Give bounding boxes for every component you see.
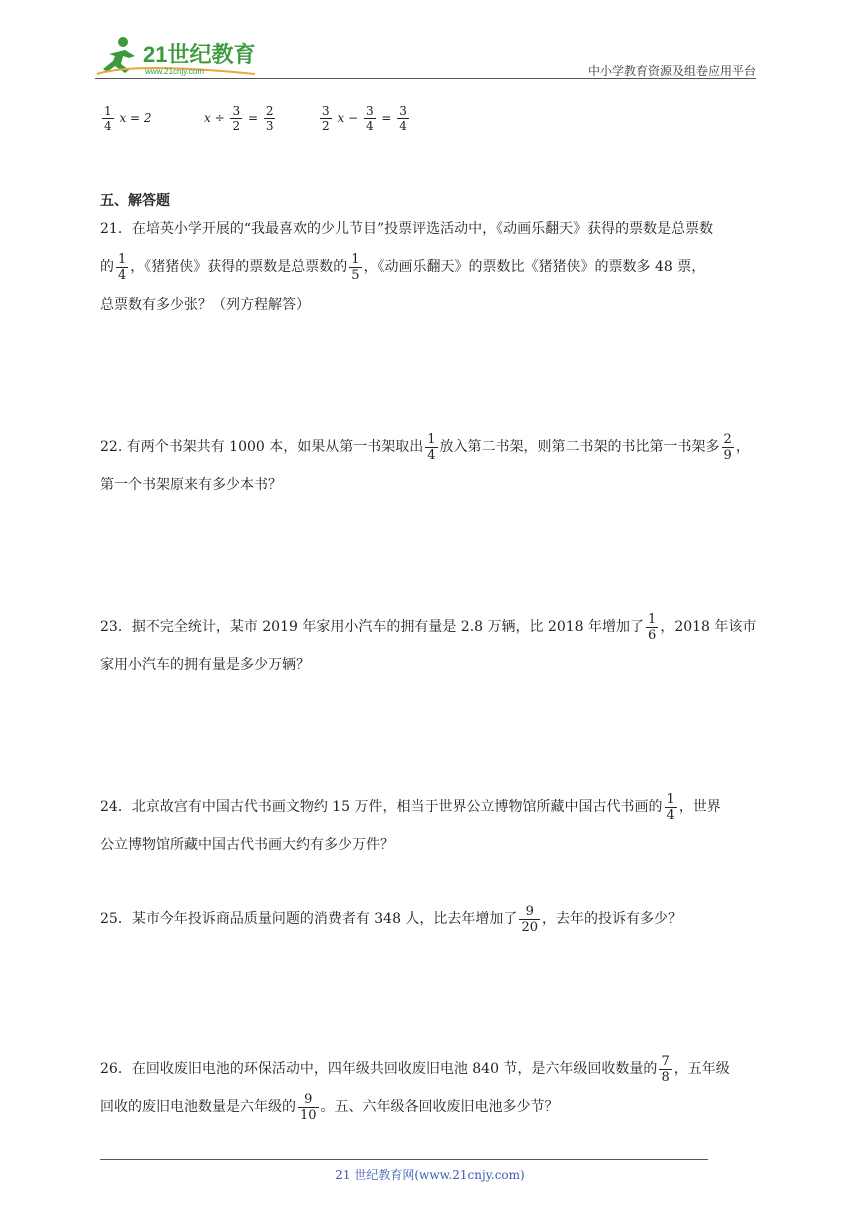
equation-text: x ÷	[204, 111, 225, 125]
question-line: 23．据不完全统计，某市 2019 年家用小汽车的拥有量是 2.8 万辆，比 2018 年增加了 $\frac{1}{6}$ ，2018 年该市	[100, 611, 757, 643]
equation-3	[318, 104, 411, 133]
logo-runner-icon	[95, 34, 260, 78]
logo-text: 21世纪教育	[143, 42, 256, 67]
fraction: $\frac{1}{4}$	[118, 251, 127, 283]
question-25	[100, 900, 762, 938]
equation-text: =	[381, 111, 392, 125]
question-line: 21．在培英小学开展的“我最喜欢的少儿节目”投票评选活动中，《动画乐翻天》获得的票数是总票数	[100, 221, 714, 237]
question-line: 26．在回收废旧电池的环保活动中，四年级共回收废旧电池 840 节，是六年级回收数量的 $\frac{7}{8}$ ，五年级	[100, 1053, 730, 1085]
fraction: $\frac{9}{10}$	[300, 1091, 317, 1123]
question-line: 25．某市今年投诉商品质量问题的消费者有 348 人，比去年增加了 $\frac{9}{20}$ ，去年的投诉有多少？	[100, 903, 682, 935]
fraction: $\frac{1}{6}$	[648, 611, 657, 643]
footer-divider	[100, 1159, 708, 1160]
fraction: $\frac{3}{2}$	[322, 104, 330, 133]
question-line: 回收的废旧电池数量是六年级的 $\frac{9}{10}$ 。五、六年级各回收废旧电池多少节？	[100, 1091, 559, 1123]
section-title: 五、解答题	[100, 193, 170, 209]
header-platform-text: 中小学教育资源及组卷应用平台	[587, 64, 756, 78]
question-23	[100, 608, 762, 684]
equation-text: x = 2	[119, 111, 152, 125]
question-22	[100, 428, 762, 504]
fraction: $\frac{7}{8}$	[661, 1053, 670, 1085]
fraction: $\frac{3}{4}$	[399, 104, 407, 133]
question-line: 公立博物馆所藏中国古代书画大约有多少万件？	[100, 837, 394, 853]
fraction: $\frac{2}{9}$	[723, 431, 732, 463]
fraction: $\frac{1}{5}$	[351, 251, 360, 283]
fraction: $\frac{3}{2}$	[232, 104, 241, 133]
equation-text: x −	[337, 111, 359, 125]
question-24	[100, 788, 762, 864]
question-line: 22. 有两个书架共有 1000 本，如果从第一书架取出 $\frac{1}{4}$ 放入第二书架，则第二书架的书比第一书架多 $\frac{2}{9}$ ，	[100, 431, 750, 463]
question-line: 第一个书架原来有多少本书？	[100, 477, 282, 493]
logo-url: www.21cnjy.com	[145, 67, 204, 76]
question-21	[100, 210, 762, 324]
site-logo	[95, 34, 260, 78]
fraction: $\frac{9}{20}$	[521, 903, 538, 935]
fraction: $\frac{3}{4}$	[365, 104, 374, 133]
question-line: 24．北京故宫有中国古代书画文物约 15 万件，相当于世界公立博物馆所藏中国古代书画的 $\frac{1}{4}$ ，世界	[100, 791, 721, 823]
question-line: 家用小汽车的拥有量是多少万辆？	[100, 657, 310, 673]
equation-2	[204, 104, 277, 133]
question-line: 总票数有多少张？（列方程解答）	[100, 297, 310, 313]
fraction: $\frac{1}{4}$	[666, 791, 675, 823]
fraction: $\frac{1}{4}$	[427, 431, 436, 463]
equation-text: =	[247, 111, 258, 125]
footer-link[interactable]: 21 世纪教育网(www.21cnjy.com)	[335, 1168, 525, 1182]
fraction: $\frac{2}{3}$	[265, 104, 274, 133]
header-divider	[95, 78, 756, 79]
fraction: $\frac{1}{4}$	[104, 104, 112, 133]
question-26	[100, 1050, 762, 1126]
equation-1	[100, 104, 152, 133]
question-line: 的 $\frac{1}{4}$ ，《猪猪侠》获得的票数是总票数的 $\frac{1}{5}$ ，《动画乐翻天》的票数比《猪猪侠》的票数多 48 票，	[100, 251, 706, 283]
